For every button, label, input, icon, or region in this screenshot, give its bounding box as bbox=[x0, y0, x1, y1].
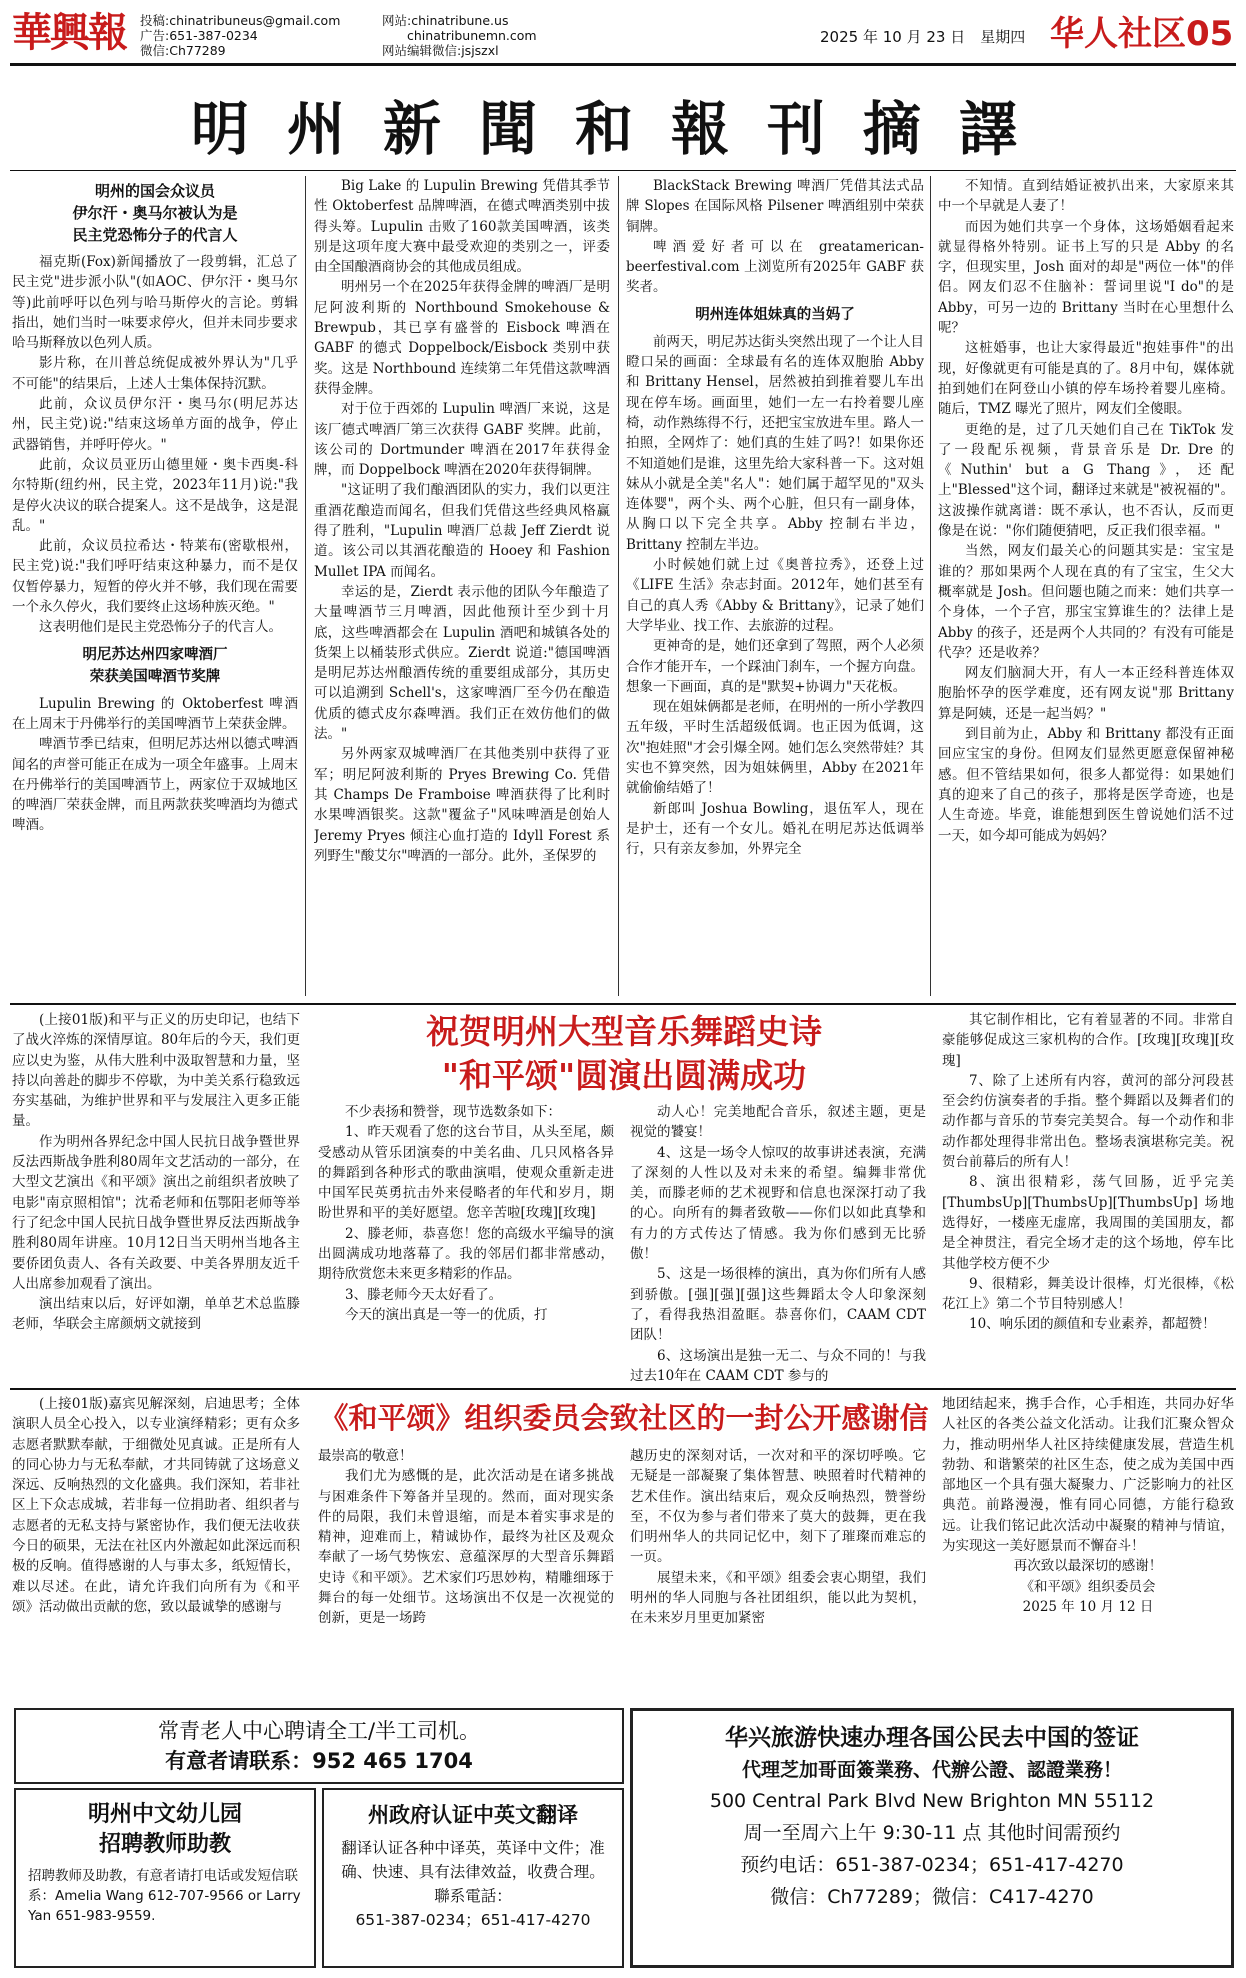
contact-block-1 bbox=[140, 13, 340, 58]
ad-driver-hiring bbox=[14, 1708, 624, 1784]
ad-kindergarten-title2: 招聘教师助教 bbox=[98, 1832, 231, 1857]
paragraph: (上接01版)和平与正义的历史印记，也结下了战火淬炼的深情厚谊。80年后的今天，我们更应以史为鉴，从伟大胜利中汲取智慧和力量，坚持以向善赴的脚步不停歇，为中美关系行稳致远夯实基础，为维护世界和平与发展注入更多正能量。 bbox=[12, 1012, 300, 1130]
paragraph: 7、除了上述所有内容，黄河的部分河段甚至会约仿演奏者的手指。整个舞蹈以及舞者们的动作都与音乐的节奏完美契合。每一个动作和非动作都处理得非常出色。整场表演堪称完美。祝贺台前幕后的所有人！ bbox=[942, 1072, 1234, 1171]
column-divider bbox=[305, 176, 306, 996]
ad-visa-title: 华兴旅游快速办理各国公民去中国的签证 bbox=[725, 1725, 1139, 1751]
ad-visa-wechat: 微信：Ch77289；微信：C417-4270 bbox=[770, 1886, 1094, 1908]
ad-translation-phone: 651-387-0234；651-417-4270 bbox=[355, 1911, 591, 1929]
paragraph: 对于位于西郊的 Lupulin 啤酒厂来说，这是该厂德式啤酒厂第三次获得 GABF 奖牌。此前，该公司的 Dortmunder 啤酒在2017年获得金牌，而 Doppelbock 啤酒在2020年获得铜牌。 bbox=[314, 401, 610, 479]
paragraph: 此前，众议员拉希达・特莱布(密歇根州，民主党)说:"我们呼吁结束这种暴力，而不是仅仅暂停暴力，短暂的停火并不够，我们现在需要一个永久停火，我们要终止这场种族灭绝。" bbox=[12, 538, 298, 616]
letter-headline: 《和平颂》组织委员会致社区的一封公开感谢信 bbox=[319, 1401, 929, 1435]
paragraph: 更绝的是，过了几天她们自己在 TikTok 发了一段配乐视频，背景音乐是 Dr. Dre 的《Nuthin' but a G Thang》，还配上"Blessed"这个词，翻译过来就是"被祝福的"。这波操作就离谱：既不承认，也不否认，反而更像是在说："你们随便猜吧，反正我们很幸福。" bbox=[938, 421, 1234, 540]
paragraph: 地团结起来，携手合作，心手相连，共同办好华人社区的各类公益文化活动。让我们汇聚众智众力，推动明州华人社区持续健康发展，营造生机勃勃、和谐繁荣的社区生态，使之成为美国中西部地区一个具有强大凝聚力、广泛影响力的社区典范。前路漫漫，惟有同心同德，方能行稳致远。让我们铭记此次活动中凝聚的精神与情谊，为实现这一美好愿景而不懈奋斗！ bbox=[942, 1396, 1234, 1555]
paragraph: 啤酒节季已结束，但明尼苏达州以德式啤酒闻名的声誉可能正在成为一项全年盛事。上周末在丹佛举行的美国啤酒节上，两家位于双城地区的啤酒厂荣获金牌，而且两款获奖啤酒均为德式啤酒。 bbox=[12, 736, 298, 834]
newspaper-logo: 華興報 bbox=[12, 9, 126, 56]
article-column-4 bbox=[938, 176, 1234, 998]
letter-col-4 bbox=[942, 1394, 1234, 1704]
letter-col-2 bbox=[318, 1446, 614, 1704]
headline-omar: 明州的国会众议员 伊尔汗・奥马尔被认为是 民主党恐怖分子的代言人 bbox=[72, 182, 238, 244]
ad-driver-line1: 常青老人中心聘请全工/半工司机。 bbox=[157, 1719, 481, 1743]
paragraph: 当然，网友们最关心的问题其实是：宝宝是谁的？那如果两个人现在真的有了宝宝，生父大概率就是 Josh。但问题也随之而来：她们共享一个身体，一个子宫，那宝宝算谁生的？法律上是 Abby 的孩子，还是两个人共同的？有没有可能是代孕？还是收养？ bbox=[938, 543, 1234, 661]
signature-committee: 《和平颂》组织委员会 bbox=[1020, 1578, 1156, 1595]
paragraph: 另外两家双城啤酒厂在其他类别中获得了亚军；明尼阿波利斯的 Pryes Brewing Co. 凭借其 Champs De Framboise 啤酒获得了比利时水果啤酒银奖。这款"覆盆子"风味啤酒是创始人 Jeremy Pryes 倾注心血打造的 Idyll Forest 系列野生"酸艾尔"啤酒的一部分。此外，圣保罗的 bbox=[314, 746, 610, 864]
web-wechat: 网站编辑微信:jsjszxl bbox=[382, 43, 499, 58]
section-rule bbox=[10, 1003, 1236, 1005]
column-divider bbox=[930, 176, 931, 996]
paragraph: (上接01版)嘉宾见解深刻，启迪思考；全体演职人员全心投入，以专业演绎精彩；更有众多志愿者默默奉献，于细微处见真诚。正是所有人的同心协力与无私奉献，才共同铸就了这场意义深远、反响热烈的文化盛典。我们深知，若非社区上下众志成城，若非每一位捐助者、组织者与志愿者的无私支持与紧密协作，我们便无法收获今日的硕果，无法在社区内外激起如此深远而积极的反响。值得感谢的人与事太多，纸短情长，难以尽述。在此，请允许我们向所有为《和平颂》活动做出贡献的您，致以最诚挚的感谢与 bbox=[12, 1396, 300, 1615]
paragraph: 最崇高的敬意！ bbox=[318, 1448, 413, 1464]
paragraph: 前两天，明尼苏达街头突然出现了一个让人目瞪口呆的画面：全球最有名的连体双胞胎 Abby 和 Brittany Hensel，居然被拍到推着婴儿车出现在停车场。画面里，她们一左一右拎着婴儿座椅，动作熟练得不行，还把宝宝放进车里。路人一拍照，全网炸了：她们真的生娃了吗?！如果你还不知道她们是谁，这里先给大家科普一下。这对姐妹从小就是全美"名人"：她们属于超罕见的"双头连体婴"，两个头、两个心脏，但只有一副身体，从胸口以下完全共享。Abby 控制右半边，Brittany 控制左半边。 bbox=[626, 333, 924, 553]
ad-driver-line2: 有意者请联系：952 465 1704 bbox=[165, 1749, 473, 1773]
paragraph: 展望未来，《和平颂》组委会衷心期望，我们明州的华人同胞与各社团组织，能以此为契机，在未来岁月里更加紧密 bbox=[630, 1569, 926, 1627]
ad-translation-body: 翻译认证各种中译英，英译中文件；准确、快速、具有法律效益，收费合理。聯系電話： bbox=[341, 1839, 605, 1905]
article-column-2 bbox=[314, 176, 610, 998]
paragraph: 网友们脑洞大开，有人一本正经科普连体双胞胎怀孕的医学难度，还有网友说"那 Brittany 算是阿姨，还是一起当妈？" bbox=[938, 665, 1234, 722]
paragraph: 我们尤为感慨的是，此次活动是在诸多挑战与困难条件下筹备并呈现的。然而，面对现实条件的局限，我们未曾退缩，而是本着实事求是的精神，迎难而上，精诚协作，最终为社区及观众奉献了一场气势恢宏、意蕴深厚的大型音乐舞蹈史诗《和平颂》。艺术家们巧思妙构，精雕细琢于舞台的每一处细节。这场演出不仅是一次视觉的创新，更是一场跨 bbox=[318, 1468, 614, 1627]
paragraph: 这表明他们是民主党恐怖分子的代言人。 bbox=[39, 619, 282, 636]
paragraph: 越历史的深刻对话，一次对和平的深切呼唤。它无疑是一部凝聚了集体智慧、映照着时代精神的艺术佳作。演出结束后，观众反响热烈，赞誉纷至，不仅为参与者们带来了莫大的鼓舞，更在我们明州华人的共同记忆中，刻下了璀璨而难忘的一页。 bbox=[630, 1448, 926, 1566]
ad-visa-address: 500 Central Park Blvd New Brighton MN 55112 bbox=[709, 1790, 1155, 1812]
paragraph: "这证明了我们酿酒团队的实力，我们以更注重酒花酿造而闻名，但我们凭借这些经典风格赢得了胜利，"Lupulin 啤酒厂总裁 Jeff Zierdt 说道。该公司以其酒花酿造的 Hooey 和 Fashion Mullet IPA 而闻名。 bbox=[314, 482, 610, 580]
paragraph: 更神奇的是，她们还拿到了驾照，两个人必须合作才能开车，一个踩油门刹车，一个握方向盘。想象一下画面，真的是"默契+协调力"天花板。 bbox=[626, 638, 924, 695]
section-label: 华人社区05 bbox=[1050, 14, 1234, 54]
paragraph: 此前，众议员伊尔汗・奥马尔(明尼苏达州，民主党)说:"结束这场单方面的战争，停止武器销售，并呼吁停火。" bbox=[12, 396, 298, 453]
ad-kindergarten-title1: 明州中文幼儿园 bbox=[87, 1802, 242, 1827]
ad-translation-title: 州政府认证中英文翻译 bbox=[368, 1803, 578, 1827]
website-1: 网站:chinatribune.us bbox=[382, 13, 509, 28]
performance-col-3 bbox=[630, 1102, 926, 1382]
section-rule bbox=[10, 1388, 1236, 1390]
ad-visa-hours: 周一至周六上午 9:30-11 点 其他时间需预约 bbox=[743, 1822, 1121, 1844]
paragraph: 3、滕老师今天太好看了。 bbox=[345, 1286, 503, 1303]
ad-visa-subtitle: 代理芝加哥面簽業務、代辦公證、認證業務！ bbox=[741, 1759, 1122, 1781]
letter-col-3 bbox=[630, 1446, 926, 1704]
signature-date: 2025 年 10 月 12 日 bbox=[1022, 1598, 1154, 1615]
paragraph: 演出结束以后，好评如潮，单单艺术总监滕老师，华联会主席颜炳文就接到 bbox=[12, 1296, 300, 1333]
headline-twins: 明州连体姐妹真的当妈了 bbox=[695, 306, 855, 323]
paragraph: 到目前为止，Abby 和 Brittany 都没有正面回应宝宝的身份。但网友们显然更愿意保留神秘感。但不管结果如何，很多人都觉得：如果她们真的迎来了自己的孩子，那将是医学奇迹，也是人生奇迹。毕竟，谁能想到医生曾说她们活不过一天，如今却可能成为妈妈？ bbox=[938, 726, 1234, 844]
paragraph: Big Lake 的 Lupulin Brewing 凭借其季节性 Oktoberfest 品牌啤酒，在德式啤酒类别中拔得头筹。Lupulin 击败了160款美国啤酒，该类别是这项年度大赛中最受欢迎的类别之一，评委由全国酿酒商协会的其他成员组成。 bbox=[314, 178, 610, 276]
paragraph: 8、演出很精彩，荡气回肠，近乎完美[ThumbsUp][ThumbsUp][ThumbsUp] 场地选得好，一楼座无虚席，我周围的美国朋友，都是全神贯注，看完全场才走的这个场地，停车比其他学校方便不少 bbox=[942, 1174, 1234, 1272]
paragraph: 4、这是一场令人惊叹的故事讲述表演，充满了深刻的人性以及对未来的希望。编舞非常优美，而滕老师的艺术视野和信息也深深打动了我的心。向所有的舞者致敬——你们以如此真挚和有力的方式传达了情感。我为你们感到无比骄傲！ bbox=[630, 1144, 926, 1263]
paragraph: 小时候她们就上过《奥普拉秀》，还登上过《LIFE 生活》杂志封面。2012年，她们甚至有自己的真人秀《Abby & Brittany》，记录了她们大学毕业、找工作、去旅游的过程。 bbox=[626, 557, 924, 634]
article-column-1 bbox=[12, 176, 298, 998]
paragraph: 啤酒爱好者可以在 greatamerican-beerfestival.com 上浏览所有2025年 GABF 获奖者。 bbox=[626, 238, 924, 296]
paragraph: 幸运的是，Zierdt 表示他的团队今年酿造了大量啤酒节三月啤酒，因此他预计至少到十月底，这些啤酒都会在 Lupulin 酒吧和城镇各处的货架上以桶装形式供应。Zierdt 说道:"德国啤酒是明尼苏达州酿酒传统的重要组成部分，其历史可以追溯到 Schell's，这家啤酒厂至今仍在酿造优质的德式皮尔森啤酒。我们正在效仿他们的做法。" bbox=[314, 583, 610, 743]
performance-left-column bbox=[12, 1010, 300, 1382]
title-rule bbox=[10, 170, 1236, 171]
email: 投稿:chinatribuneus@gmail.com bbox=[140, 13, 341, 28]
paragraph: 而因为她们共享一个身体，这场婚姻看起来就显得格外特别。证书上写的只是 Abby 的名字，但现实里，Josh 面对的却是"两位一体"的伴侣。网友们忍不住脑补：誓词里说"I do"的是 Abby，可另一边的 Brittany 当时在心里想什么呢？ bbox=[938, 218, 1234, 337]
paragraph: 5、这是一场很棒的演出，真为你们所有人感到骄傲。[强][强][强]这些舞蹈太令人印象深刻了，看得我热泪盈眶。恭喜你们，CAAM CDT 团队！ bbox=[630, 1266, 926, 1344]
closing-line: 再次致以最深切的感谢！ bbox=[1013, 1558, 1163, 1575]
paragraph: 今天的演出真是一等一的优质，打 bbox=[345, 1306, 548, 1323]
paragraph: 不少表扬和赞誉，现节选数条如下： bbox=[345, 1104, 561, 1120]
column-divider bbox=[618, 176, 619, 996]
performance-col-4 bbox=[942, 1010, 1234, 1382]
ad-kindergarten bbox=[14, 1788, 316, 1968]
paragraph: 此前，众议员亚历山德里娅・奥卡西奥-科尔特斯(纽约州，民主党，2023年11月)说:"我是停火决议的联合提案人。这不是战争，这是混乱。" bbox=[12, 456, 298, 534]
paragraph: Lupulin Brewing 的 Oktoberfest 啤酒在上周末于丹佛举行的美国啤酒节上荣获金牌。 bbox=[12, 695, 298, 732]
article-column-3 bbox=[626, 176, 924, 998]
performance-headline: 祝贺明州大型音乐舞蹈史诗 "和平颂"圆演出圆满成功 bbox=[426, 1012, 822, 1095]
paragraph: 影片称，在川普总统促成被外界认为"几乎不可能"的结果后，上述人士集体保持沉默。 bbox=[12, 355, 298, 392]
page-title: 明州新聞和報刊摘譯 bbox=[190, 95, 1055, 163]
paragraph: 不知情。直到结婚证被扒出来，大家原来其中一个早就是人妻了！ bbox=[938, 178, 1234, 215]
paragraph: 其它制作相比，它有着显著的不同。非常自豪能够促成这三家机构的合作。[玫瑰][玫瑰][玫瑰] bbox=[942, 1012, 1234, 1069]
paragraph: 动人心！完美地配合音乐，叙述主题，更是视觉的饕宴！ bbox=[630, 1104, 926, 1141]
paragraph: 这桩婚事，也让大家得最近"抱娃事件"的出现，好像就更有可能是真的了。8月中旬，媒体就拍到她们在阿登山小镇的停车场拎着婴儿座椅。随后，TMZ 曝光了照片，网友们全傻眼。 bbox=[938, 340, 1234, 418]
paragraph: 作为明州各界纪念中国人民抗日战争暨世界反法西斯战争胜利80周年文艺活动的一部分，在大型文艺演出《和平颂》演出之前组织者放映了电影"南京照相馆"；沈希老师和伍鄂阳老师等举行了纪念中国人民抗日战争暨世界反法西斯战争胜利80周年讲座。10月12日当天明州当地各主要侨团负责人、各有关政要、中美各界朋友近千人出席参加观看了演出。 bbox=[12, 1133, 300, 1292]
ad-kindergarten-body: 招聘教师及助教，有意者请打电话或发短信联系：Amelia Wang 612-707-9566 or Larry Yan 651-983-9559. bbox=[28, 1868, 301, 1924]
wechat: 微信:Ch77289 bbox=[140, 43, 226, 58]
paragraph: 6、这场演出是独一无二、与众不同的！与我过去10年在 CAAM CDT 参与的 bbox=[630, 1347, 926, 1382]
paragraph: BlackStack Brewing 啤酒厂凭借其法式品牌 Slopes 在国际风格 Pilsener 啤酒组别中荣获铜牌。 bbox=[626, 178, 924, 235]
performance-col-2 bbox=[318, 1102, 614, 1382]
ad-phone: 广告:651-387-0234 bbox=[140, 28, 258, 43]
header-rule bbox=[10, 63, 1236, 66]
headline-beer: 明尼苏达州四家啤酒厂 荣获美国啤酒节奖牌 bbox=[82, 646, 228, 685]
paragraph: 现在姐妹俩都是老师，在明州的一所小学教四五年级，平时生活超级低调。也正因为低调，这次"抱娃照"才会引爆全网。她们怎么突然带娃？其实也不算突然，因为姐妹俩里，Abby 在2021年就偷偷结婚了！ bbox=[626, 699, 924, 797]
paragraph: 福克斯(Fox)新闻播放了一段剪辑，汇总了民主党"进步派小队"(如AOC、伊尔汗・奥马尔等)此前呼吁以色列与哈马斯停火的言论。剪辑指出，她们当时一味要求停火，但并未同步要求哈马斯释放以色列人质。 bbox=[12, 254, 298, 352]
paragraph: 1、昨天观看了您的这台节目，从头至尾，颇受感动从管乐团演奏的中美名曲、几只风格各异的舞蹈到各种形式的歌曲演唱，使观众重新走进中国军民英勇抗击外来侵略者的年代和岁月，期盼世界和平的美好愿望。您辛苦啦[玫瑰][玫瑰] bbox=[318, 1124, 614, 1222]
paragraph: 10、响乐团的颜值和专业素养，都超赞！ bbox=[969, 1316, 1216, 1333]
paragraph: 2、滕老师，恭喜您！您的高级水平编导的演出圆满成功地落幕了。我的邻居们都非常感动，期待欣赏您未来更多精彩的作品。 bbox=[318, 1225, 614, 1283]
issue-date: 2025 年 10 月 23 日 星期四 bbox=[820, 28, 1026, 46]
ad-visa-phone: 预约电话：651-387-0234；651-417-4270 bbox=[740, 1854, 1124, 1876]
contact-block-2 bbox=[382, 13, 537, 58]
paragraph: 9、很精彩，舞美设计很棒，灯光很棒，《松花江上》第二个节目特别感人！ bbox=[942, 1275, 1234, 1313]
paragraph: 明州另一个在2025年获得金牌的啤酒厂是明尼阿波利斯的 Northbound Smokehouse & Brewpub，其已享有盛誉的 Eisbock 啤酒在 GABF 的德式 Doppelbock/Eisbock 类别中获奖。这是 Northbound 连续第二年凭借这款啤酒获得金牌。 bbox=[314, 279, 610, 397]
paragraph: 新郎叫 Joshua Bowling，退伍军人，现在是护士，还有一个女儿。婚礼在明尼苏达低调举行，只有亲友参加，外界完全 bbox=[626, 800, 924, 858]
ad-translation bbox=[322, 1788, 624, 1968]
ad-visa-service bbox=[630, 1708, 1234, 1968]
website-2: chinatribunemn.com bbox=[407, 28, 537, 43]
letter-left-column bbox=[12, 1394, 300, 1704]
